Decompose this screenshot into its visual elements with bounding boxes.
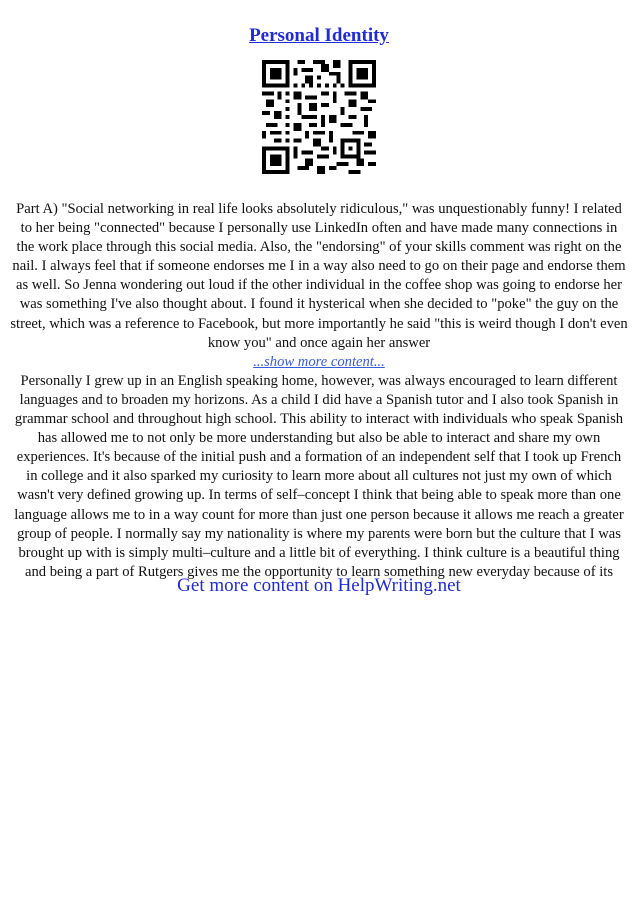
paragraph-personal: Personally I grew up in an English speaking home, however, was always encouraged to learn different languages and to broaden my horizons. As a child I did have a Spanish tutor and I also took Spanish in grammar school and throughout high school. This ability to interact with individuals who speak Spanish has allowed me to not only be more understanding but also be able to interact and share my own experiences. It's because of the initial push and a formation of an independent self that I took up French in college and it also sparked my curiosity to learn more about all cultures not just my own of which wasn't very defined growing up. In terms of self–concept I think that being able to speak more than one language allows me to in a way count for more than just one person because it allows me reach a greater group of people. I normally say my nationality is where my parents were born but the culture that I was brought up with is simply multi–culture and a little bit of everything. I think culture is a beautiful thing and being a part of Rutgers gives me the opportunity to learn something new everyday because of its (14, 372, 624, 580)
document-title[interactable]: Personal Identity (249, 25, 389, 46)
document-body (10, 200, 628, 582)
show-more-link[interactable]: ...show more content... (253, 353, 385, 370)
qr-code-icon (262, 60, 376, 174)
get-more-content-link[interactable]: Get more content on HelpWriting.net (177, 575, 461, 596)
paragraph-part-a (10, 200, 628, 372)
paragraph-part-a-text: Part A) "Social networking in real life looks absolutely ridiculous," was unquestionably funny! I related to her being "connected" because I personally use LinkedIn often and have made many connections in the work place through this social media. Also, the "endorsing" of your skills comment was right on the nail. I always feel that if someone endorses me I in a way also need to go on their page and endorse them as well. So Jenna wondering out loud if the other individual in the coffee shop was going to endorse her was something I've also thought about. I found it hysterical when she decided to "poke" the guy on the street, which was a reference to Facebook, but more importantly he said "this is weird though I don't even know you" and once again her answer (10, 201, 628, 351)
